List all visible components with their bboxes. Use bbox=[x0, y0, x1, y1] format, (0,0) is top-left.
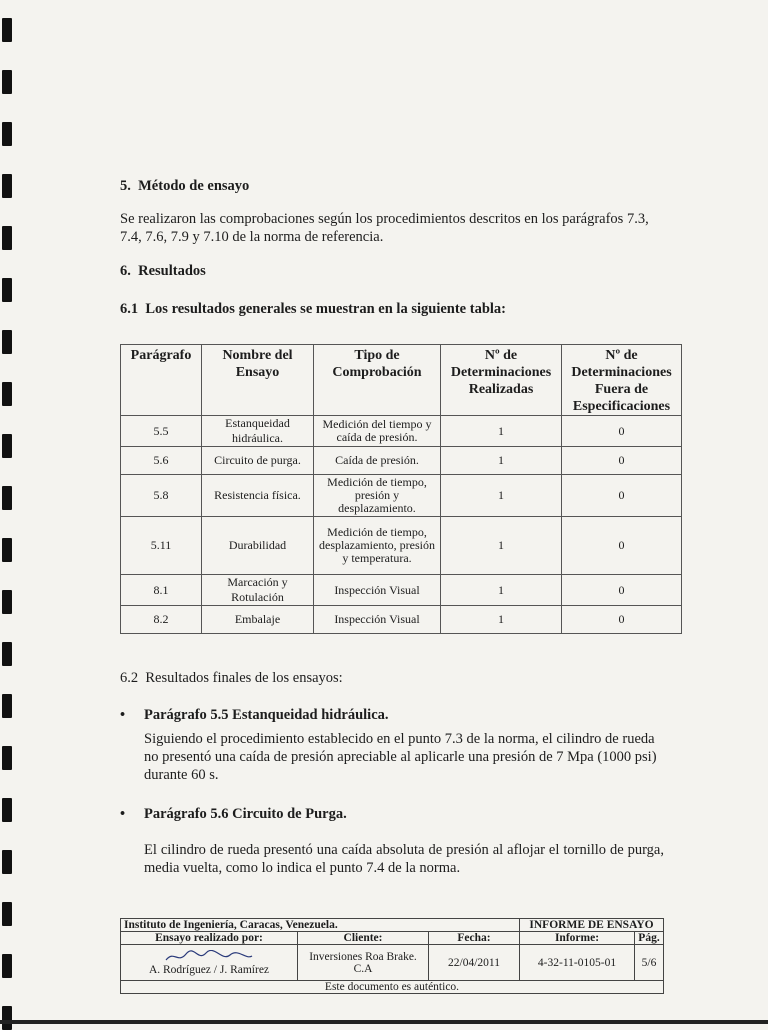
page-edge bbox=[0, 1020, 768, 1024]
binding-hole bbox=[2, 486, 12, 510]
table-cell: 0 bbox=[562, 416, 682, 447]
table-cell: 8.2 bbox=[121, 606, 202, 634]
footer-institute: Instituto de Ingeniería, Caracas, Venezuela. bbox=[121, 919, 520, 932]
table-cell: 0 bbox=[562, 575, 682, 606]
table-cell: 1 bbox=[441, 475, 562, 517]
table-cell: 5.5 bbox=[121, 416, 202, 447]
table-cell: 0 bbox=[562, 447, 682, 475]
binding-hole bbox=[2, 798, 12, 822]
section-6-title: 6. Resultados bbox=[120, 263, 206, 279]
footer-by bbox=[121, 945, 298, 981]
binding-hole bbox=[2, 70, 12, 94]
section-5-title: 5. Método de ensayo bbox=[120, 178, 250, 194]
table-row bbox=[121, 575, 682, 606]
table-row bbox=[121, 416, 682, 447]
table-cell: 5.11 bbox=[121, 517, 202, 575]
table-cell: 1 bbox=[441, 575, 562, 606]
binding-hole bbox=[2, 642, 12, 666]
bullet-5-6-text: El cilindro de rueda presentó una caída absoluta de presión al aflojar el tornillo de purga, media vuelta, como lo indica el punto 7.4 de la norma. bbox=[144, 842, 664, 876]
col-header-paragrafo: Parágrafo bbox=[121, 345, 202, 416]
table-cell: Resistencia física. bbox=[202, 475, 314, 517]
bullet-5-5-title: Parágrafo 5.5 Estanqueidad hidráulica. bbox=[144, 707, 389, 723]
binding-hole bbox=[2, 590, 12, 614]
table-cell: 0 bbox=[562, 517, 682, 575]
bullet-5-6: • Parágrafo 5.6 Circuito de Purga. bbox=[120, 806, 347, 822]
binding-holes bbox=[0, 0, 22, 1024]
binding-hole bbox=[2, 746, 12, 770]
binding-hole bbox=[2, 226, 12, 250]
footer-h-client: Cliente: bbox=[298, 932, 429, 945]
col-header-tipo: Tipo de Comprobación bbox=[314, 345, 441, 416]
bullet-5-5-text: Siguiendo el procedimiento establecido en el punto 7.3 de la norma, el cilindro de rueda no presentó una caída de presión apreciable al aplicarle una presión de 7 Mpa (1000 psi) durante 60 s. bbox=[144, 731, 657, 783]
table-cell: Marcación y Rotulación bbox=[202, 575, 314, 606]
binding-hole bbox=[2, 174, 12, 198]
table-cell: 1 bbox=[441, 517, 562, 575]
binding-hole bbox=[2, 382, 12, 406]
table-row bbox=[121, 447, 682, 475]
bullet-5-5: • Parágrafo 5.5 Estanqueidad hidráulica. bbox=[120, 707, 389, 723]
table-cell: 0 bbox=[562, 475, 682, 517]
table-row bbox=[121, 606, 682, 634]
table-cell: 0 bbox=[562, 606, 682, 634]
table-cell: Caída de presión. bbox=[314, 447, 441, 475]
binding-hole bbox=[2, 330, 12, 354]
footer-by-name: A. Rodríguez / J. Ramírez bbox=[148, 963, 270, 976]
footer-h-by: Ensayo realizado por: bbox=[121, 932, 298, 945]
col-header-realizadas: Nº de Determinaciones Realizadas bbox=[441, 345, 562, 416]
col-header-fuera: Nº de Determinaciones Fuera de Especificaciones bbox=[562, 345, 682, 416]
table-cell: Estanqueidad hidráulica. bbox=[202, 416, 314, 447]
footer-page: 5/6 bbox=[635, 945, 664, 981]
table-cell: 1 bbox=[441, 447, 562, 475]
table-cell: 5.6 bbox=[121, 447, 202, 475]
table-cell: Durabilidad bbox=[202, 517, 314, 575]
binding-hole bbox=[2, 278, 12, 302]
table-cell: Inspección Visual bbox=[314, 575, 441, 606]
footer-h-page: Pág. bbox=[635, 932, 664, 945]
signature-icon bbox=[164, 950, 254, 964]
footer-report-title: INFORME DE ENSAYO bbox=[520, 919, 664, 932]
table-cell: Inspección Visual bbox=[314, 606, 441, 634]
results-table bbox=[120, 344, 682, 634]
table-row bbox=[121, 517, 682, 575]
report-footer bbox=[120, 918, 664, 994]
table-cell: 1 bbox=[441, 416, 562, 447]
footer-client: Inversiones Roa Brake. C.A bbox=[298, 945, 429, 981]
binding-hole bbox=[2, 902, 12, 926]
section-5-text: Se realizaron las comprobaciones según los procedimientos descritos en los parágrafos 7.3, 7.4, 7.6, 7.9 y 7.10 de la norma de referencia. bbox=[120, 211, 649, 245]
footer-h-report: Informe: bbox=[520, 932, 635, 945]
footer-date: 22/04/2011 bbox=[429, 945, 520, 981]
footer-report: 4-32-11-0105-01 bbox=[520, 945, 635, 981]
table-cell: Medición del tiempo y caída de presión. bbox=[314, 416, 441, 447]
binding-hole bbox=[2, 538, 12, 562]
table-row bbox=[121, 475, 682, 517]
col-header-nombre: Nombre del Ensayo bbox=[202, 345, 314, 416]
footer-auth: Este documento es auténtico. bbox=[121, 981, 664, 994]
table-cell: 8.1 bbox=[121, 575, 202, 606]
table-header-row bbox=[121, 345, 682, 416]
section-6-1-title: 6.1 Los resultados generales se muestran en la siguiente tabla: bbox=[120, 301, 506, 317]
table-cell: Embalaje bbox=[202, 606, 314, 634]
table-cell: 1 bbox=[441, 606, 562, 634]
section-6-2-title: 6.2 Resultados finales de los ensayos: bbox=[120, 670, 343, 686]
binding-hole bbox=[2, 850, 12, 874]
binding-hole bbox=[2, 1006, 12, 1030]
binding-hole bbox=[2, 694, 12, 718]
table-cell: 5.8 bbox=[121, 475, 202, 517]
binding-hole bbox=[2, 954, 12, 978]
footer-h-date: Fecha: bbox=[429, 932, 520, 945]
binding-hole bbox=[2, 18, 12, 42]
table-cell: Circuito de purga. bbox=[202, 447, 314, 475]
bullet-5-6-title: Parágrafo 5.6 Circuito de Purga. bbox=[144, 806, 347, 822]
binding-hole bbox=[2, 122, 12, 146]
table-cell: Medición de tiempo, presión y desplazamiento. bbox=[314, 475, 441, 517]
binding-hole bbox=[2, 434, 12, 458]
table-cell: Medición de tiempo, desplazamiento, presión y temperatura. bbox=[314, 517, 441, 575]
